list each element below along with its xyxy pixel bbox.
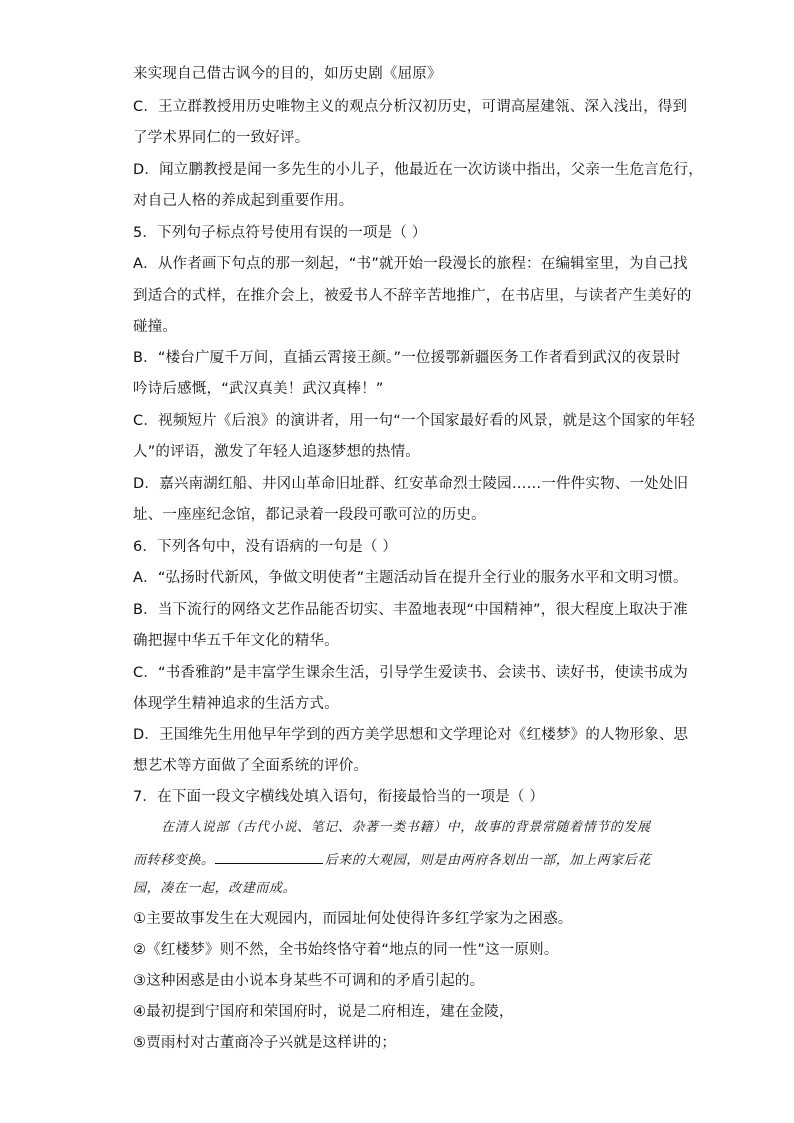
passage-line: 在清人说部（古代小说、笔记、杂著一类书籍）中，故事的背景常随着情节的发展: [161, 820, 651, 835]
option-5: ⑤贾雨村对古董商冷子兴就是这样讲的；: [133, 1035, 397, 1051]
text-line: 吟诗后感慨，“武汉真美！武汉真棒！”: [133, 381, 384, 397]
text-line: C．王立群教授用历史唯物主义的观点分析汉初历史，可谓高屋建瓴、深入浅出，得到: [133, 99, 688, 115]
question-6: 6．下列各句中，没有语病的一句是（ ）: [133, 539, 398, 555]
text-line: A．“弘扬时代新风，争做文明使者”主题活动旨在提升全行业的服务水平和文明习惯。: [133, 570, 688, 586]
text-line: 确把握中华五千年文化的精华。: [133, 633, 339, 649]
text-line: 了学术界同仁的一致好评。: [133, 130, 310, 146]
question-5: 5．下列句子标点符号使用有误的一项是（ ）: [133, 225, 427, 241]
text-line: B．“楼台广厦千万间，直插云霄接王颜。”一位援鄂新疆医务工作者看到武汉的夜景时: [133, 350, 681, 366]
text-line: D．嘉兴南湖红船、井冈山革命旧址群、红安革命烈士陵园……一件件实物、一处处旧: [133, 476, 689, 492]
text-line: 想艺术等方面做了全面系统的评价。: [133, 758, 369, 774]
text-line: 人”的评语，激发了年轻人追逐梦想的热情。: [133, 444, 421, 460]
text-line: A．从作者画下句点的那一刻起，“书”就开始一段漫长的旅程：在编辑室里，为自己找: [133, 256, 688, 272]
text-line: 到适合的式样，在推介会上，被爱书人不辞辛苦地推广，在书店里，与读者产生美好的: [133, 288, 692, 304]
passage-line: [133, 849, 673, 871]
option-4: ④最初提到宁国府和荣国府时，说是二府相连，建在金陵，: [133, 1004, 514, 1020]
passage-line: 园，凑在一起，改建而成。: [133, 881, 297, 896]
option-1: ①主要故事发生在大观园内，而园址何处使得许多红学家为之困惑。: [133, 911, 573, 927]
text-line: D．王国维先生用他早年学到的西方美学思想和文学理论对《红楼梦》的人物形象、思: [133, 727, 689, 743]
text-line: D．闻立鹏教授是闻一多先生的小儿子，他最近在一次访谈中指出，父亲一生危言危行，: [133, 162, 703, 178]
fill-in-blank: [215, 849, 323, 864]
text-line: C．视频短片《后浪》的演讲者，用一句“一个国家最好看的风景，就是这个国家的年轻: [133, 413, 695, 429]
text-line: C．“书香雅韵”是丰富学生课余生活，引导学生爱读书、会读书、读好书，使读书成为: [133, 665, 688, 681]
option-3: ③这种困惑是由小说本身某些不可调和的矛盾引起的。: [133, 973, 485, 989]
text-line: 对自己人格的养成起到重要作用。: [133, 193, 354, 209]
passage-text: 而转移变换。: [133, 853, 215, 868]
text-line: 体现学生精神追求的生活方式。: [133, 696, 339, 712]
option-2: ②《红楼梦》则不然，全书始终恪守着“地点的同一性”这一原则。: [133, 942, 559, 958]
text-line: 碰撞。: [133, 319, 178, 335]
text-line: 来实现自己借古讽今的目的，如历史剧《屈原》: [133, 66, 442, 82]
text-line: B．当下流行的网络文艺作品能否切实、丰盈地表现“中国精神”，很大程度上取决于准: [133, 602, 688, 618]
question-7: 7．在下面一段文字横线处填入语句，衔接最恰当的一项是（ ）: [133, 789, 545, 805]
text-line: 址、一座座纪念馆，都记录着一段段可歌可泣的历史。: [133, 507, 486, 523]
passage-text: 后来的大观园，则是由两府各划出一部，加上两家后花: [324, 853, 652, 868]
